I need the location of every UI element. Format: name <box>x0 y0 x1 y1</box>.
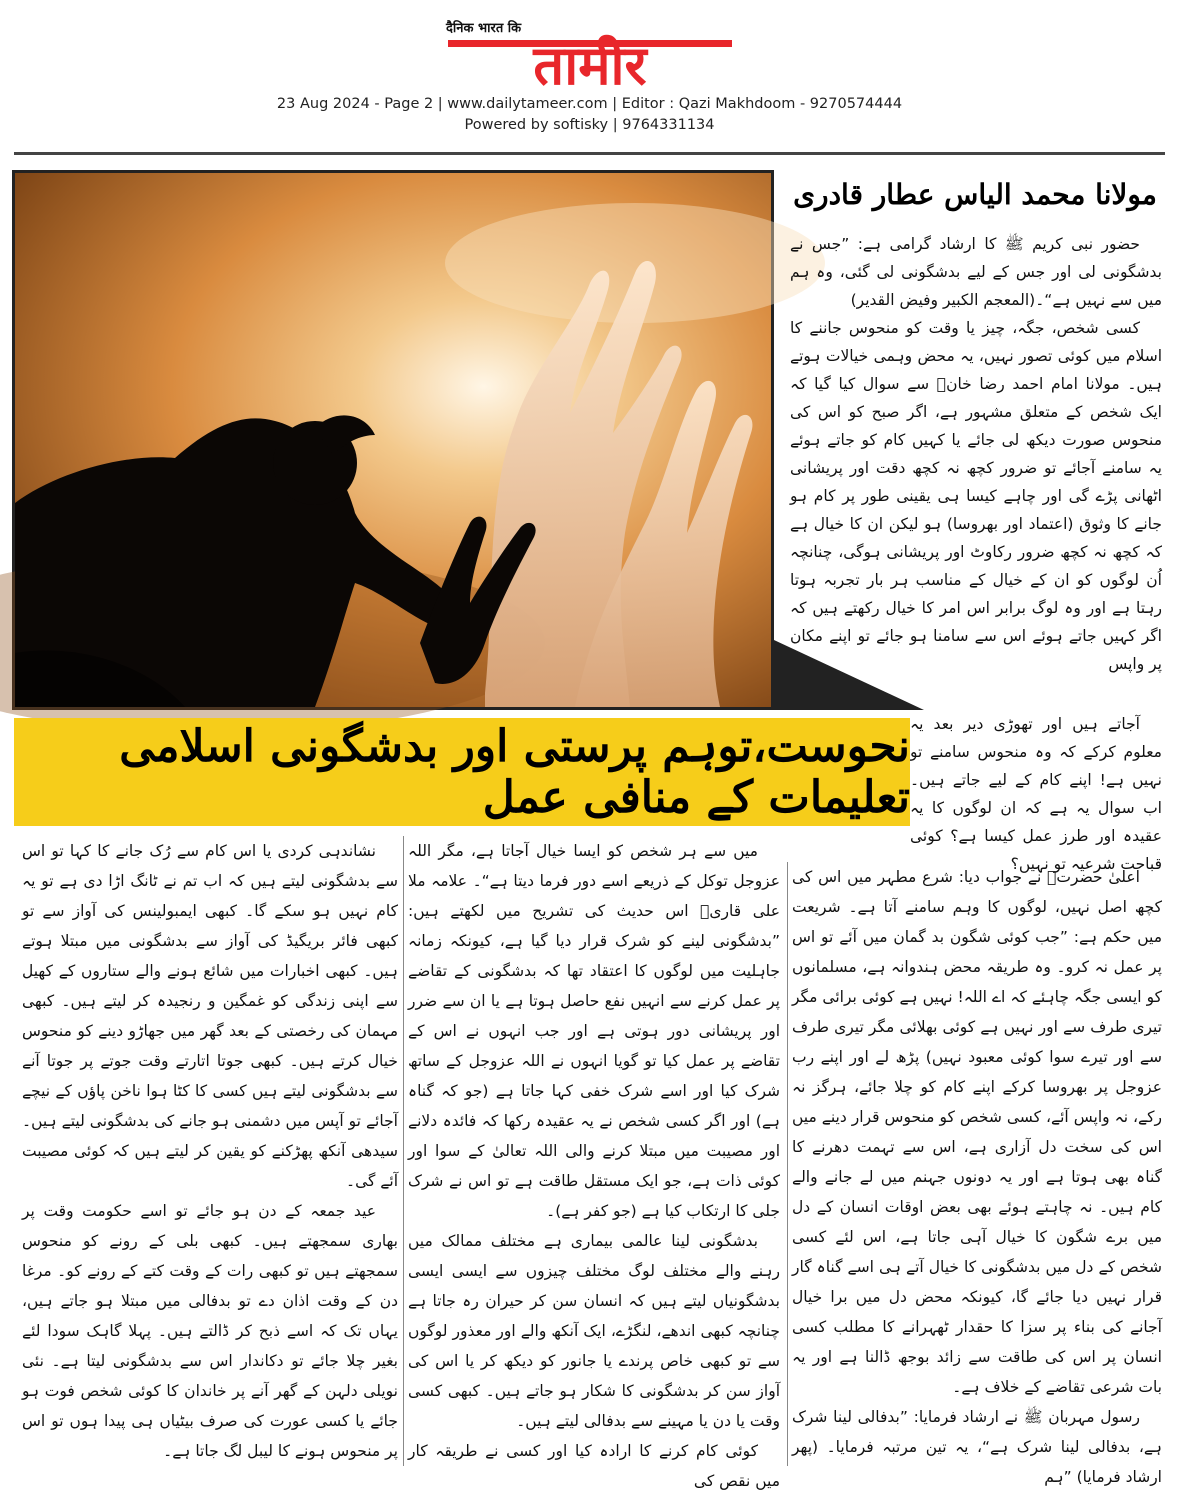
masthead-tagline: दैनिक भारत कि <box>446 21 522 36</box>
col2-paragraph-3: کوئی کام کرنے کا ارادہ کیا اور کسی نے طریقہ کار میں نقص کی <box>408 1442 780 1490</box>
masthead-meta-line: 23 Aug 2024 - Page 2 | www.dailytameer.com | Editor : Qazi Makhdoom - 9270574444 <box>276 96 903 112</box>
col3-paragraph-2: عید جمعہ کے دن ہو جائے تو اسے حکومت وقت پر بھاری سمجھتے ہیں۔ کبھی بلی کے رونے کو منحوس سمجھتے ہیں تو کبھی رات کے وقت کتے کے رونے کو۔ مرغا دن کے وقت اذان دے تو بدفالی میں مبتلا ہو جاتے ہیں، یہاں تک کہ اسے ذبح کر ڈالتے ہیں۔ پہلا گاہک سودا لئے بغیر چلا جائے تو دکاندار اس سے بدشگونی لیتا ہے۔ نئی نویلی دلہن کے گھر آنے پر خاندان کا کوئی شخص فوت ہو جائے یا کسی عورت کی صرف بیٹیاں ہی پیدا ہوں تو اس پر منحوس ہونے کا لیبل لگ جاتا ہے۔ <box>22 1202 398 1460</box>
masthead-powered-line: Powered by softisky | 9764331134 <box>464 117 715 133</box>
intro-column <box>790 230 1162 710</box>
body-column-1 <box>792 862 1162 1486</box>
article-byline: مولانا محمد الیاس عطار قادری <box>793 178 1157 211</box>
article-photo <box>12 170 774 710</box>
body-column-3 <box>22 836 398 1472</box>
intro-paragraph-2: کسی شخص، جگہ، چیز یا وقت کو منحوس جاننے کا اسلام میں کوئی تصور نہیں، یہ محض وہمی خیالات ہوتے ہیں۔ مولانا امام احمد رضا خانؒ سے سوال کیا گیا کہ ایک شخص کے متعلق مشہور ہے، اگر صبح کو اس کی منحوس صورت دیکھ لی جائے یا کہیں کام کو جاتے ہوئے یہ سامنے آجائے تو ضرور کچھ نہ کچھ دقت اور پریشانی اٹھانی پڑے گی اور چاہے کیسا ہی یقینی طور پر کام ہو جانے کا وثوق (اعتماد اور بھروسا) ہو لیکن ان کا خیال ہے کہ کچھ نہ کچھ ضرور رکاوٹ اور پریشانی ہوگی، چنانچہ اُن لوگوں کو ان کے خیال کے مناسب ہر بار تجربہ ہوتا رہتا ہے اور وہ لوگ برابر اس امر کا خیال رکھتے ہیں کہ اگر کہیں جاتے ہوئے اس سے سامنا ہو جائے تو اپنے مکان پر واپس <box>790 319 1162 673</box>
col2-paragraph-1: میں سے ہر شخص کو ایسا خیال آجاتا ہے، مگر اللہ عزوجل توکل کے ذریعے اسے دور فرما دیتا ہے“۔ علامہ ملا علی قاریؒ اس حدیث کی تشریح میں لکھتے ہیں: ”بدشگونی لینے کو شرک قرار دیا گیا ہے، کیونکہ زمانہ جاہلیت میں لوگوں کا اعتقاد تھا کہ بدشگونی کے تقاضے پر عمل کرنے سے انہیں نفع حاصل ہوتا ہے یا ان سے ضرر اور پریشانی دور ہوتی ہے اور جب انہوں نے اس کے تقاضے پر عمل کیا تو گویا انہوں نے اللہ عزوجل کے ساتھ شرک کیا اور اسے شرک خفی کہا جاتا ہے (جو کہ گناہ ہے) اور اگر کسی شخص نے یہ عقیدہ رکھا کہ فائدہ دلانے اور مصیبت میں مبتلا کرنے والی اللہ تعالیٰ کے سوا اور کوئی ذات ہے، جو ایک مستقل طاقت ہے تو اس نے شرک جلی کا ارتکاب کیا ہے (جو کفر ہے)۔ <box>408 842 780 1220</box>
praying-silhouette-image <box>15 173 771 707</box>
col1-paragraph-1: اعلیٰ حضرتؒ نے جواب دیا: شرع مطہر میں اس کی کچھ اصل نہیں، لوگوں کا وہم سامنے آتا ہے۔ شریعت میں حکم ہے: ”جب کوئی شگون بد گمان میں آئے تو اس پر عمل نہ کرو۔ وہ طریقہ محض ہندوانہ ہے، مسلمانوں کو ایسی جگہ چاہئے کہ اے اللہ! نہیں ہے کوئی برائی مگر تیری طرف سے اور نہیں ہے کوئی بھلائی مگر تیری طرف سے اور تیرے سوا کوئی معبود نہیں) پڑھ لے اور اپنے رب عزوجل پر بھروسا کرکے اپنے کام کو چلا جائے، ہرگز نہ رکے، نہ واپس آئے، کسی شخص کو منحوس قرار دینے میں اس کی سخت دل آزاری ہے، اس سے تہمت دھرنے کا گناہ بھی ہوتا ہے اور یہ دونوں جہنم میں لے جانے والے کام ہیں۔ نہ چاہتے ہوئے بھی بعض اوقات انسان کے دل میں برے شگون کا خیال آہی جاتا ہے، اس لئے کسی شخص کے دل میں بدشگونی کا خیال آتے ہی اسے گناہ گار قرار نہیں دیا جائے گا، کیونکہ محض دل میں برا خیال آجانے کی بناء پر سزا کا حقدار ٹھہرانے کا مطلب کسی انسان پر اس کی طاقت سے زائد بوجھ ڈالنا ہے اور یہ بات شرعی تقاضے کے خلاف ہے۔ <box>792 868 1162 1396</box>
article-headline: نحوست،توہم پرستی اور بدشگونی اسلامی تعلیمات کے منافی عمل <box>119 721 910 823</box>
article-headline-banner <box>14 718 910 826</box>
column-divider <box>403 836 404 1466</box>
masthead-divider <box>14 152 1165 155</box>
col3-paragraph-1: نشاندہی کردی یا اس کام سے رُک جانے کا کہا تو اس سے بدشگونی لیتے ہیں کہ اب تم نے ٹانگ اڑا دی ہے تو یہ کام نہیں ہو سکے گا۔ کبھی ایمبولینس کی آواز سے تو کبھی فائر بریگیڈ کی آواز سے بدشگونی میں مبتلا ہوتے ہیں۔ کبھی اخبارات میں شائع ہونے والے ستاروں کے کھیل سے اپنی زندگی کو غمگین و رنجیدہ کر لیتے ہیں۔ کبھی مہمان کی رخصتی کے بعد گھر میں جھاڑو دینے کو منحوس خیال کرتے ہیں۔ کبھی جوتا اتارتے وقت جوتے پر جوتا آنے سے بدشگونی لیتے ہیں کسی کا کٹا ہوا ناخن پاؤں کے نیچے آجائے تو آپس میں دشمنی ہو جانے کی بدشگونی لیتے ہیں۔ سیدھی آنکھ پھڑکنے کو یقین کر لیتے ہیں کہ کوئی مصیبت آئے گی۔ <box>22 842 398 1190</box>
col2-paragraph-2: بدشگونی لینا عالمی بیماری ہے مختلف ممالک میں رہنے والے مختلف لوگ مختلف چیزوں سے ایسی ایسی بدشگونیاں لیتے ہیں کہ انسان سن کر حیران رہ جاتا ہے چنانچہ کبھی اندھے، لنگڑے، ایک آنکھ والے اور معذور لوگوں سے تو کبھی خاص پرندے یا جانور کو دیکھ کر یا اس کی آواز سن کر بدشگونی کا شکار ہو جاتے ہیں۔ کبھی کسی وقت یا دن یا مہینے سے بدفالی لیتے ہیں۔ <box>408 1232 780 1430</box>
body-column-2 <box>408 836 780 1490</box>
masthead <box>0 0 1179 150</box>
intro-tail-paragraph: آجاتے ہیں اور تھوڑی دیر بعد یہ معلوم کرکے کہ وہ منحوس سامنے تو نہیں ہے! اپنے کام کے لیے جاتے ہیں۔ اب سوال یہ ہے کہ ان لوگوں کا یہ عقیدہ اور طرز عمل کیسا ہے؟ کوئی قباحت شرعیہ تو نہیں؟ <box>910 715 1162 873</box>
column-divider <box>787 862 788 1466</box>
col1-paragraph-2: رسول مہربان ﷺ نے ارشاد فرمایا: ”بدفالی لینا شرک ہے، بدفالی لینا شرک ہے“، یہ تین مرتبہ فرمایا۔ (پھر ارشاد فرمایا) ”ہم <box>792 1408 1162 1486</box>
logo-text: तामीर <box>533 34 647 97</box>
intro-column-tail <box>910 710 1162 873</box>
intro-paragraph-1: حضور نبی کریم ﷺ کا ارشاد گرامی ہے: ”جس نے بدشگونی لی اور جس کے لیے بدشگونی لی گئی، وہ ہم میں سے نہیں ہے“۔(المعجم الکبیر وفیض القدیر) <box>790 235 1162 309</box>
